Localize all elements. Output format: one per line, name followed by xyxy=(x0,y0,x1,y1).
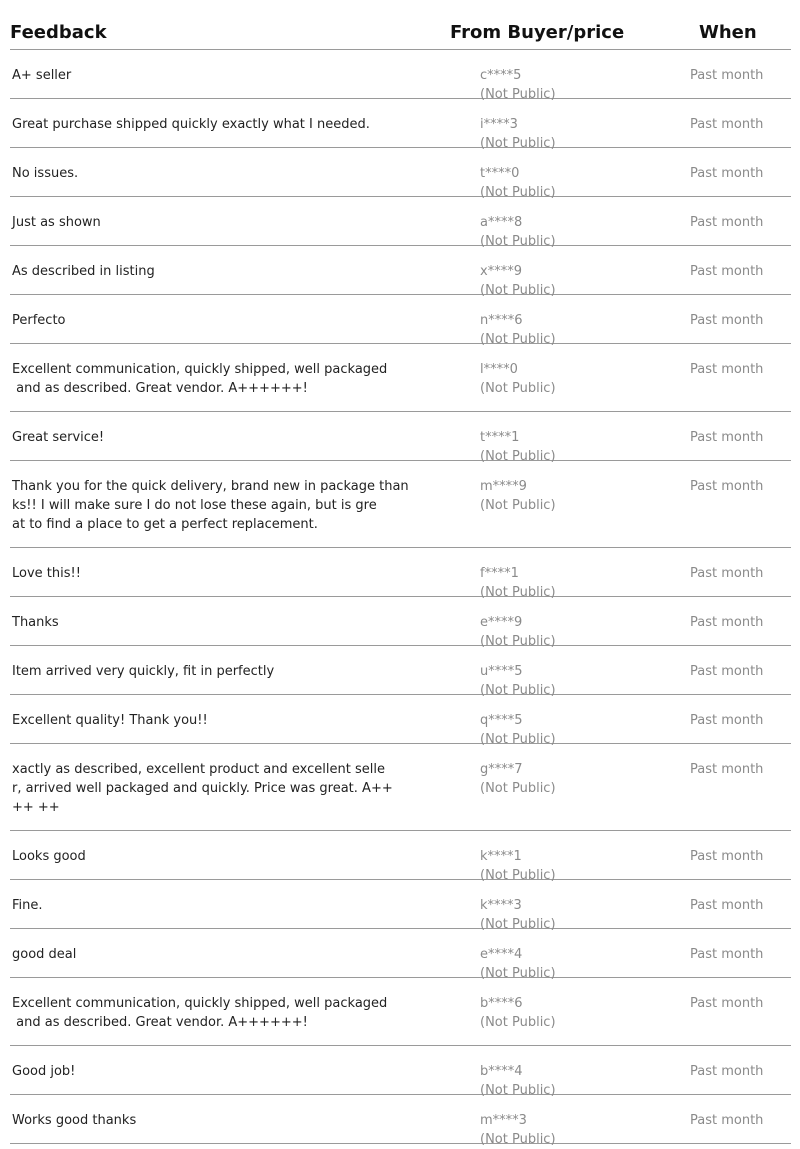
buyer-cell xyxy=(480,360,556,398)
feedback-text: As described in listing xyxy=(12,264,155,279)
buyer-cell xyxy=(480,760,556,798)
buyer-id: l****0 xyxy=(480,362,518,377)
buyer-id: t****0 xyxy=(480,166,520,181)
table-header xyxy=(10,0,791,50)
table-row xyxy=(10,50,791,102)
feedback-text: xactly as described, excellent product and excellent selle r, arrived well packaged and quickly. Price was great. A++ ++ ++ xyxy=(12,762,393,815)
buyer-id: n****6 xyxy=(480,313,523,328)
feedback-when: Past month xyxy=(690,566,764,581)
feedback-when: Past month xyxy=(690,215,764,230)
buyer-id: m****3 xyxy=(480,1113,527,1128)
feedback-text: Works good thanks xyxy=(12,1113,137,1128)
buyer-visibility: (Not Public) xyxy=(480,683,556,698)
table-row xyxy=(10,412,791,464)
buyer-visibility: (Not Public) xyxy=(480,234,556,249)
feedback-text: Love this!! xyxy=(12,566,81,581)
buyer-visibility: (Not Public) xyxy=(480,585,556,600)
feedback-column-header: Feedback xyxy=(10,22,107,43)
feedback-when: Past month xyxy=(690,117,764,132)
buyer-visibility: (Not Public) xyxy=(480,1083,556,1098)
buyer-id: i****3 xyxy=(480,117,518,132)
buyer-id: c****5 xyxy=(480,68,522,83)
feedback-text: Great service! xyxy=(12,430,105,445)
buyer-id: t****1 xyxy=(480,430,520,445)
feedback-when: Past month xyxy=(690,762,764,777)
buyer-id: q****5 xyxy=(480,713,523,728)
feedback-text: Excellent communication, quickly shipped, well packaged and as described. Great vendor. A++++++! xyxy=(12,362,388,396)
buyer-id: k****1 xyxy=(480,849,522,864)
table-row xyxy=(10,978,791,1046)
feedback-when: Past month xyxy=(690,362,764,377)
buyer-id: e****9 xyxy=(480,615,523,630)
feedback-text: Thanks xyxy=(12,615,59,630)
feedback-when: Past month xyxy=(690,430,764,445)
feedback-text: Great purchase shipped quickly exactly what I needed. xyxy=(12,117,370,132)
table-row xyxy=(10,880,791,932)
buyer-visibility: (Not Public) xyxy=(480,136,556,151)
feedback-table xyxy=(10,0,791,1147)
table-row xyxy=(10,1046,791,1098)
feedback-when: Past month xyxy=(690,996,764,1011)
feedback-when: Past month xyxy=(690,166,764,181)
feedback-when: Past month xyxy=(690,664,764,679)
table-row xyxy=(10,548,791,600)
table-row xyxy=(10,148,791,200)
feedback-when: Past month xyxy=(690,849,764,864)
table-row xyxy=(10,99,791,151)
table-row xyxy=(10,929,791,981)
buyer-visibility: (Not Public) xyxy=(480,185,556,200)
buyer-id: g****7 xyxy=(480,762,523,777)
buyer-cell xyxy=(480,994,556,1032)
table-row xyxy=(10,1095,791,1147)
buyer-id: b****4 xyxy=(480,1064,523,1079)
buyer-visibility: (Not Public) xyxy=(480,381,556,396)
buyer-cell xyxy=(480,1111,556,1149)
feedback-text: Excellent communication, quickly shipped, well packaged and as described. Great vendor. A++++++! xyxy=(12,996,388,1030)
buyer-visibility: (Not Public) xyxy=(480,449,556,464)
buyer-visibility: (Not Public) xyxy=(480,283,556,298)
buyer-visibility: (Not Public) xyxy=(480,87,556,102)
feedback-text: Looks good xyxy=(12,849,86,864)
buyer-id: e****4 xyxy=(480,947,523,962)
table-row xyxy=(10,246,791,298)
feedback-when: Past month xyxy=(690,313,764,328)
buyer-visibility: (Not Public) xyxy=(480,868,556,883)
buyer-id: f****1 xyxy=(480,566,519,581)
buyer-cell xyxy=(480,477,556,515)
buyer-visibility: (Not Public) xyxy=(480,1015,556,1030)
feedback-text: Excellent quality! Thank you!! xyxy=(12,713,208,728)
feedback-text: Thank you for the quick delivery, brand new in package than ks!! I will make sure I do not lose these again, but is gre at to find a place to get a perfect replacement. xyxy=(12,479,409,532)
buyer-id: k****3 xyxy=(480,898,522,913)
feedback-when: Past month xyxy=(690,479,764,494)
buyer-visibility: (Not Public) xyxy=(480,917,556,932)
feedback-when: Past month xyxy=(690,615,764,630)
buyer-id: a****8 xyxy=(480,215,523,230)
buyer-visibility: (Not Public) xyxy=(480,332,556,347)
buyer-column-header: From Buyer/price xyxy=(450,22,625,43)
feedback-when: Past month xyxy=(690,947,764,962)
feedback-when: Past month xyxy=(690,264,764,279)
table-row xyxy=(10,695,791,747)
feedback-when: Past month xyxy=(690,713,764,728)
table-row xyxy=(10,831,791,883)
feedback-text: good deal xyxy=(12,947,77,962)
feedback-text: Perfecto xyxy=(12,313,66,328)
buyer-visibility: (Not Public) xyxy=(480,498,556,513)
buyer-visibility: (Not Public) xyxy=(480,634,556,649)
buyer-id: x****9 xyxy=(480,264,522,279)
table-row xyxy=(10,197,791,249)
buyer-id: u****5 xyxy=(480,664,523,679)
feedback-text: Good job! xyxy=(12,1064,76,1079)
table-row xyxy=(10,295,791,347)
feedback-when: Past month xyxy=(690,898,764,913)
table-row xyxy=(10,461,791,548)
feedback-when: Past month xyxy=(690,68,764,83)
table-row xyxy=(10,744,791,831)
buyer-id: b****6 xyxy=(480,996,523,1011)
feedback-text: No issues. xyxy=(12,166,79,181)
feedback-text: Item arrived very quickly, fit in perfectly xyxy=(12,664,275,679)
buyer-visibility: (Not Public) xyxy=(480,1132,556,1147)
feedback-text: Just as shown xyxy=(12,215,101,230)
feedback-when: Past month xyxy=(690,1113,764,1128)
feedback-when: Past month xyxy=(690,1064,764,1079)
table-row xyxy=(10,344,791,412)
buyer-visibility: (Not Public) xyxy=(480,781,556,796)
buyer-visibility: (Not Public) xyxy=(480,732,556,747)
buyer-visibility: (Not Public) xyxy=(480,966,556,981)
table-row xyxy=(10,646,791,698)
when-column-header: When xyxy=(699,22,757,43)
feedback-text: Fine. xyxy=(12,898,43,913)
table-row xyxy=(10,597,791,649)
feedback-text: A+ seller xyxy=(12,68,72,83)
buyer-id: m****9 xyxy=(480,479,527,494)
